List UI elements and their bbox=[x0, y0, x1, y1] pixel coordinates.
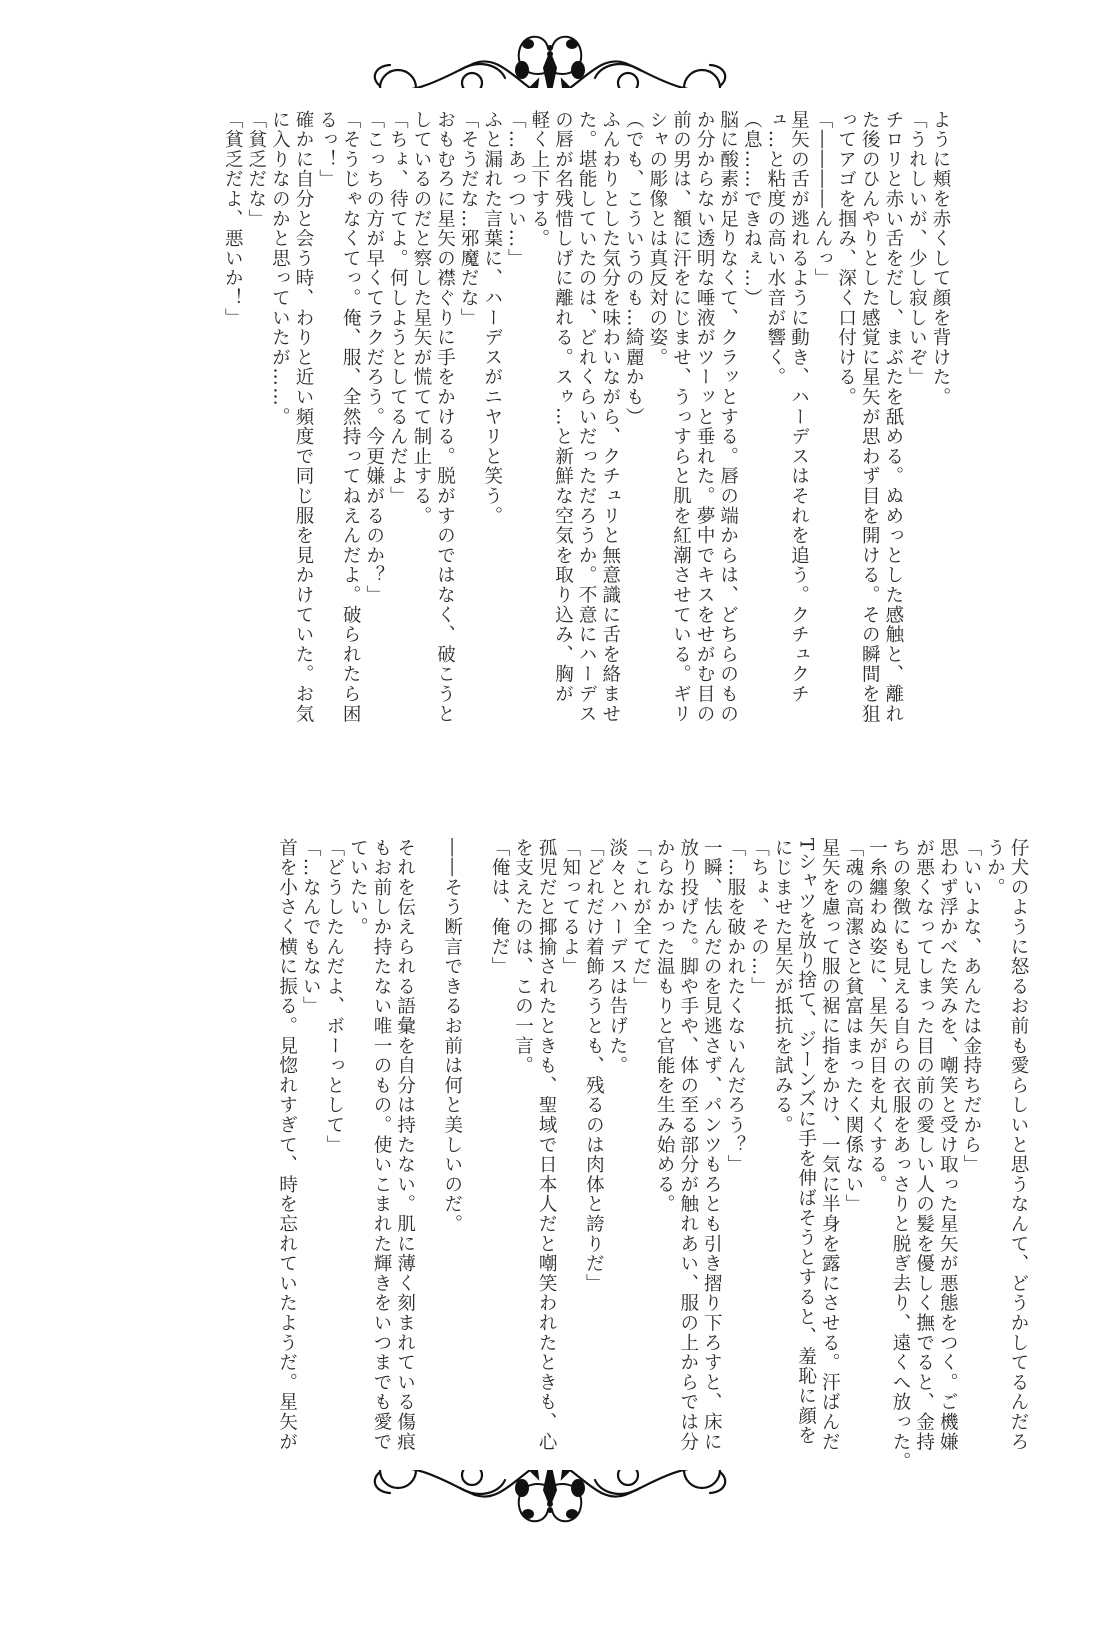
text-line: もお前しか持たない唯一のもの。使いこまれた輝きをいつまでも愛で bbox=[370, 838, 392, 1452]
text-line: が悪くなってしまった目の前の愛しい人の髪を優しく撫でると、金持 bbox=[913, 838, 935, 1452]
text-line: しているのだと察した星矢が慌てて制止する。 bbox=[410, 110, 432, 526]
text-line: 一糸纏わぬ姿に、星矢が目を丸くする。 bbox=[866, 838, 888, 1195]
text-line: 「ちょ、その…」 bbox=[748, 838, 770, 997]
text-line: 「これが全てだ」 bbox=[630, 838, 652, 997]
upper-text-block bbox=[221, 110, 952, 730]
text-line: るっ！」 bbox=[316, 110, 338, 190]
text-line: （でも、こういうのも…綺麗かも） bbox=[623, 110, 645, 427]
text-line: 一瞬、怯んだのを見逃さず、パンツもろとも引き摺り下ろすと、床に bbox=[701, 838, 723, 1452]
text-line: 思わず浮かべた笑みを、嘲笑と受け取った星矢が悪態をつく。ご機嫌 bbox=[937, 838, 959, 1452]
text-line: 淡々とハーデスは告げた。 bbox=[606, 838, 628, 1076]
flourish-ornament-top bbox=[340, 18, 760, 88]
text-line: 「そうじゃなくてっ。俺、服、全然持ってねえんだよ。破られたら困 bbox=[340, 110, 362, 724]
text-line: 「どれだけ着飾ろうとも、残るのは肉体と誇りだ」 bbox=[583, 838, 605, 1294]
text-line: それを伝えられる語彙を自分は持たない。肌に薄く刻まれている傷痕 bbox=[394, 838, 416, 1452]
text-line: 星矢の舌が逃れるように動き、ハーデスはそれを追う。クチュクチ bbox=[788, 110, 810, 704]
text-line: 「…服を破かれたくないんだろう？」 bbox=[724, 838, 746, 1175]
text-line: 「俺は、俺だ」 bbox=[488, 838, 510, 977]
text-line: 確かに自分と会う時、わりと近い頻度で同じ服を見かけていた。お気 bbox=[292, 110, 314, 724]
text-line: 「うれしいが、少し寂しいぞ」 bbox=[906, 110, 928, 388]
text-line: 「…あっつい…」 bbox=[505, 110, 527, 269]
text-line: ュ…と粘度の高い水音が響く。 bbox=[764, 110, 786, 388]
flourish-ornament-bottom bbox=[340, 1470, 760, 1540]
text-line: 「…なんでもない」 bbox=[300, 838, 322, 1017]
text-line: ――そう断言できるお前は何と美しいのだ。 bbox=[441, 838, 463, 1234]
text-line: ちの象徴にも見える自らの衣服をあっさりと脱ぎ去り、遠くへ放った。 bbox=[890, 838, 912, 1472]
text-line: 「そうだな…邪魔だな」 bbox=[458, 110, 480, 328]
text-line: 「こっちの方が早くてラクだろう。今更嫌がるのか？」 bbox=[363, 110, 385, 605]
text-line: ふんわりとした気分を味わいながら、クチュリと無意識に舌を絡ませ bbox=[599, 110, 621, 724]
text-line: 「貧乏だな」 bbox=[245, 110, 267, 229]
text-line: に入りなのかと思っていたが……。 bbox=[269, 110, 291, 427]
text-line: 「魂の高潔さと貧富はまったく関係ない」 bbox=[842, 838, 864, 1215]
text-line: Tシャツを放り捨て、ジーンズに手を伸ばそうとすると、羞恥に顔を bbox=[795, 838, 817, 1446]
lower-text-block bbox=[275, 838, 1030, 1472]
text-line: 仔犬のように怒るお前も愛らしいと思うなんて、どうかしてるんだろ bbox=[1008, 838, 1029, 1452]
text-line: からなかった温もりと官能を生み始める。 bbox=[654, 838, 676, 1215]
text-line: 「いいよな、あんたは金持ちだから」 bbox=[960, 838, 982, 1175]
text-line: 軽く上下する。 bbox=[528, 110, 550, 249]
text-line: 「――――んんっ」 bbox=[812, 110, 834, 289]
text-line bbox=[464, 838, 488, 1468]
text-line: た。堪能していたのは、どれくらいだっただろうか。不意にハーデス bbox=[576, 110, 598, 724]
text-line: （息……できねぇ…） bbox=[741, 110, 763, 308]
text-line: シャの彫像とは真反対の姿。 bbox=[646, 110, 668, 368]
text-line: 「貧乏だよ、悪いか！」 bbox=[222, 110, 244, 328]
text-line: 首を小さく横に振る。見惚れすぎて、時を忘れていたようだ。星矢が bbox=[276, 838, 298, 1452]
text-line: か分からない透明な唾液がツーッと垂れた。夢中でキスをせがむ目の bbox=[694, 110, 716, 724]
text-line: チロリと赤い舌をだし、まぶたを舐める。ぬめっとした感触と、離れ bbox=[882, 110, 904, 724]
text-line: ように頬を赤くして顔を背けた。 bbox=[930, 110, 951, 407]
text-line: 星矢を慮って服の裾に指をかけ、一気に半身を露にさせる。汗ばんだ bbox=[819, 838, 841, 1452]
text-line: にじませた星矢が抵抗を試みる。 bbox=[772, 838, 794, 1135]
text-line bbox=[417, 838, 441, 1468]
text-line: おもむろに星矢の襟ぐりに手をかける。脱がすのではなく、破こうと bbox=[434, 110, 456, 724]
text-line: 前の男は、額に汗をにじませ、うっすらと肌を紅潮させている。ギリ bbox=[670, 110, 692, 724]
text-line: ふと漏れた言葉に、ハーデスがニヤリと笑う。 bbox=[481, 110, 503, 526]
text-line: うか。 bbox=[984, 838, 1006, 898]
text-line: の唇が名残惜しげに離れる。スゥ…と新鮮な空気を取り込み、胸が bbox=[552, 110, 574, 704]
text-line: 脳に酸素が足りなくて、クラッとする。唇の端からは、どちらのもの bbox=[717, 110, 739, 724]
text-line: を支えたのは、この一言。 bbox=[512, 838, 534, 1076]
text-line: 放り投げた。脚や手や、体の至る部分が触れあい、服の上からでは分 bbox=[677, 838, 699, 1452]
text-line: ってアゴを掴み、深く口付ける。 bbox=[835, 110, 857, 407]
text-line: ていたい。 bbox=[347, 838, 369, 937]
text-line: 孤児だと揶揄されたときも、聖域で日本人だと嘲笑われたときも、心 bbox=[536, 838, 558, 1452]
text-line: た後のひんやりとした感覚に星矢が思わず目を開ける。その瞬間を狙 bbox=[859, 110, 881, 724]
text-line: 「どうしたんだよ、ボーっとして」 bbox=[323, 838, 345, 1155]
text-line: 「ちょ、待てよ。何しようとしてるんだよ」 bbox=[387, 110, 409, 506]
text-line: 「知ってるよ」 bbox=[559, 838, 581, 977]
